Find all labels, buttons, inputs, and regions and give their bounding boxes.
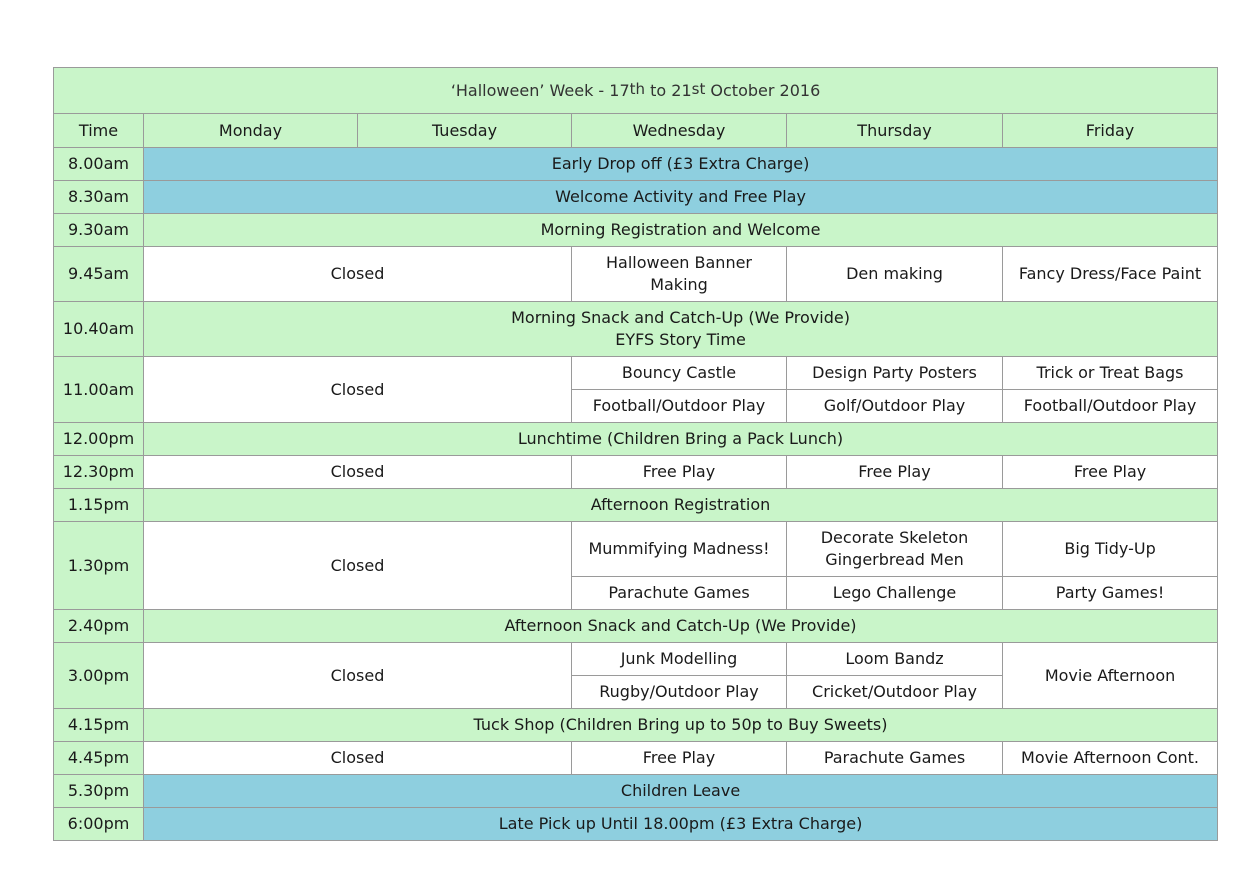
time-cell: 4.45pm [54,742,144,775]
row-1730 [54,775,1218,808]
activity-cell: Lunchtime (Children Bring a Pack Lunch) [144,423,1218,456]
time-cell: 6:00pm [54,808,144,841]
row-1800 [54,808,1218,841]
title-sup-st: st [691,79,706,98]
header-row [54,114,1218,148]
time-cell: 8.00am [54,148,144,181]
closed-cell: Closed [144,357,572,423]
activity-cell-thursday: Den making [787,247,1003,302]
row-0830 [54,181,1218,214]
schedule-table [53,67,1218,841]
time-cell: 5.30pm [54,775,144,808]
closed-cell: Closed [144,643,572,709]
activity-cell-thursday: Decorate Skeleton Gingerbread Men [787,522,1003,577]
header-thursday: Thursday [787,114,1003,148]
activity-cell: Tuck Shop (Children Bring up to 50p to Buy Sweets) [144,709,1218,742]
time-cell: 2.40pm [54,610,144,643]
activity-cell-thursday: Loom Bandz [787,643,1003,676]
title-prefix: ‘Halloween’ Week - 17 [450,80,630,100]
time-cell: 8.30am [54,181,144,214]
activity-cell-friday: Football/Outdoor Play [1003,390,1218,423]
activity-cell-thursday: Free Play [787,456,1003,489]
activity-cell-friday: Big Tidy-Up [1003,522,1218,577]
activity-cell-wednesday: Rugby/Outdoor Play [572,676,787,709]
row-0930 [54,214,1218,247]
activity-cell-wednesday: Halloween Banner Making [572,247,787,302]
time-cell: 10.40am [54,302,144,357]
activity-cell: Early Drop off (£3 Extra Charge) [144,148,1218,181]
activity-cell: Afternoon Snack and Catch-Up (We Provide) [144,610,1218,643]
header-time: Time [54,114,144,148]
row-1040 [54,302,1218,357]
header-tuesday: Tuesday [358,114,572,148]
closed-cell: Closed [144,742,572,775]
header-monday: Monday [144,114,358,148]
activity-cell-wednesday: Free Play [572,742,787,775]
row-0800 [54,148,1218,181]
time-cell: 1.15pm [54,489,144,522]
row-1200 [54,423,1218,456]
activity-cell-friday: Movie Afternoon [1003,643,1218,709]
title-sup-th: th [629,79,646,98]
activity-line-1: Morning Snack and Catch-Up (We Provide) [511,308,850,327]
activity-line-2: EYFS Story Time [615,330,746,349]
time-cell: 12.00pm [54,423,144,456]
closed-cell: Closed [144,522,572,610]
time-cell: 12.30pm [54,456,144,489]
activity-cell-thursday: Cricket/Outdoor Play [787,676,1003,709]
activity-cell-wednesday: Football/Outdoor Play [572,390,787,423]
time-cell: 11.00am [54,357,144,423]
header-friday: Friday [1003,114,1218,148]
activity-cell-thursday: Lego Challenge [787,577,1003,610]
row-1100-a [54,357,1218,390]
activity-cell [144,302,1218,357]
title-suffix: October 2016 [705,80,821,100]
closed-cell: Closed [144,247,572,302]
title-mid: to 21 [645,80,692,100]
time-cell: 9.30am [54,214,144,247]
activity-cell: Afternoon Registration [144,489,1218,522]
row-1330-a [54,522,1218,577]
row-1440 [54,610,1218,643]
closed-cell: Closed [144,456,572,489]
row-1645 [54,742,1218,775]
activity-cell-friday: Free Play [1003,456,1218,489]
activity-cell-friday: Fancy Dress/Face Paint [1003,247,1218,302]
activity-cell-wednesday: Parachute Games [572,577,787,610]
row-1315 [54,489,1218,522]
row-1230 [54,456,1218,489]
activity-cell: Morning Registration and Welcome [144,214,1218,247]
activity-cell-friday: Movie Afternoon Cont. [1003,742,1218,775]
activity-cell-thursday: Parachute Games [787,742,1003,775]
row-1615 [54,709,1218,742]
activity-cell-wednesday: Mummifying Madness! [572,522,787,577]
activity-cell-wednesday: Free Play [572,456,787,489]
activity-cell-friday: Trick or Treat Bags [1003,357,1218,390]
schedule-title [54,68,1218,114]
row-0945 [54,247,1218,302]
activity-cell: Late Pick up Until 18.00pm (£3 Extra Charge) [144,808,1218,841]
activity-cell-thursday: Golf/Outdoor Play [787,390,1003,423]
activity-cell-wednesday: Bouncy Castle [572,357,787,390]
time-cell: 3.00pm [54,643,144,709]
time-cell: 9.45am [54,247,144,302]
activity-cell-wednesday: Junk Modelling [572,643,787,676]
time-cell: 4.15pm [54,709,144,742]
activity-cell: Welcome Activity and Free Play [144,181,1218,214]
header-wednesday: Wednesday [572,114,787,148]
row-1500-a [54,643,1218,676]
time-cell: 1.30pm [54,522,144,610]
activity-cell-thursday: Design Party Posters [787,357,1003,390]
activity-cell-friday: Party Games! [1003,577,1218,610]
activity-cell: Children Leave [144,775,1218,808]
